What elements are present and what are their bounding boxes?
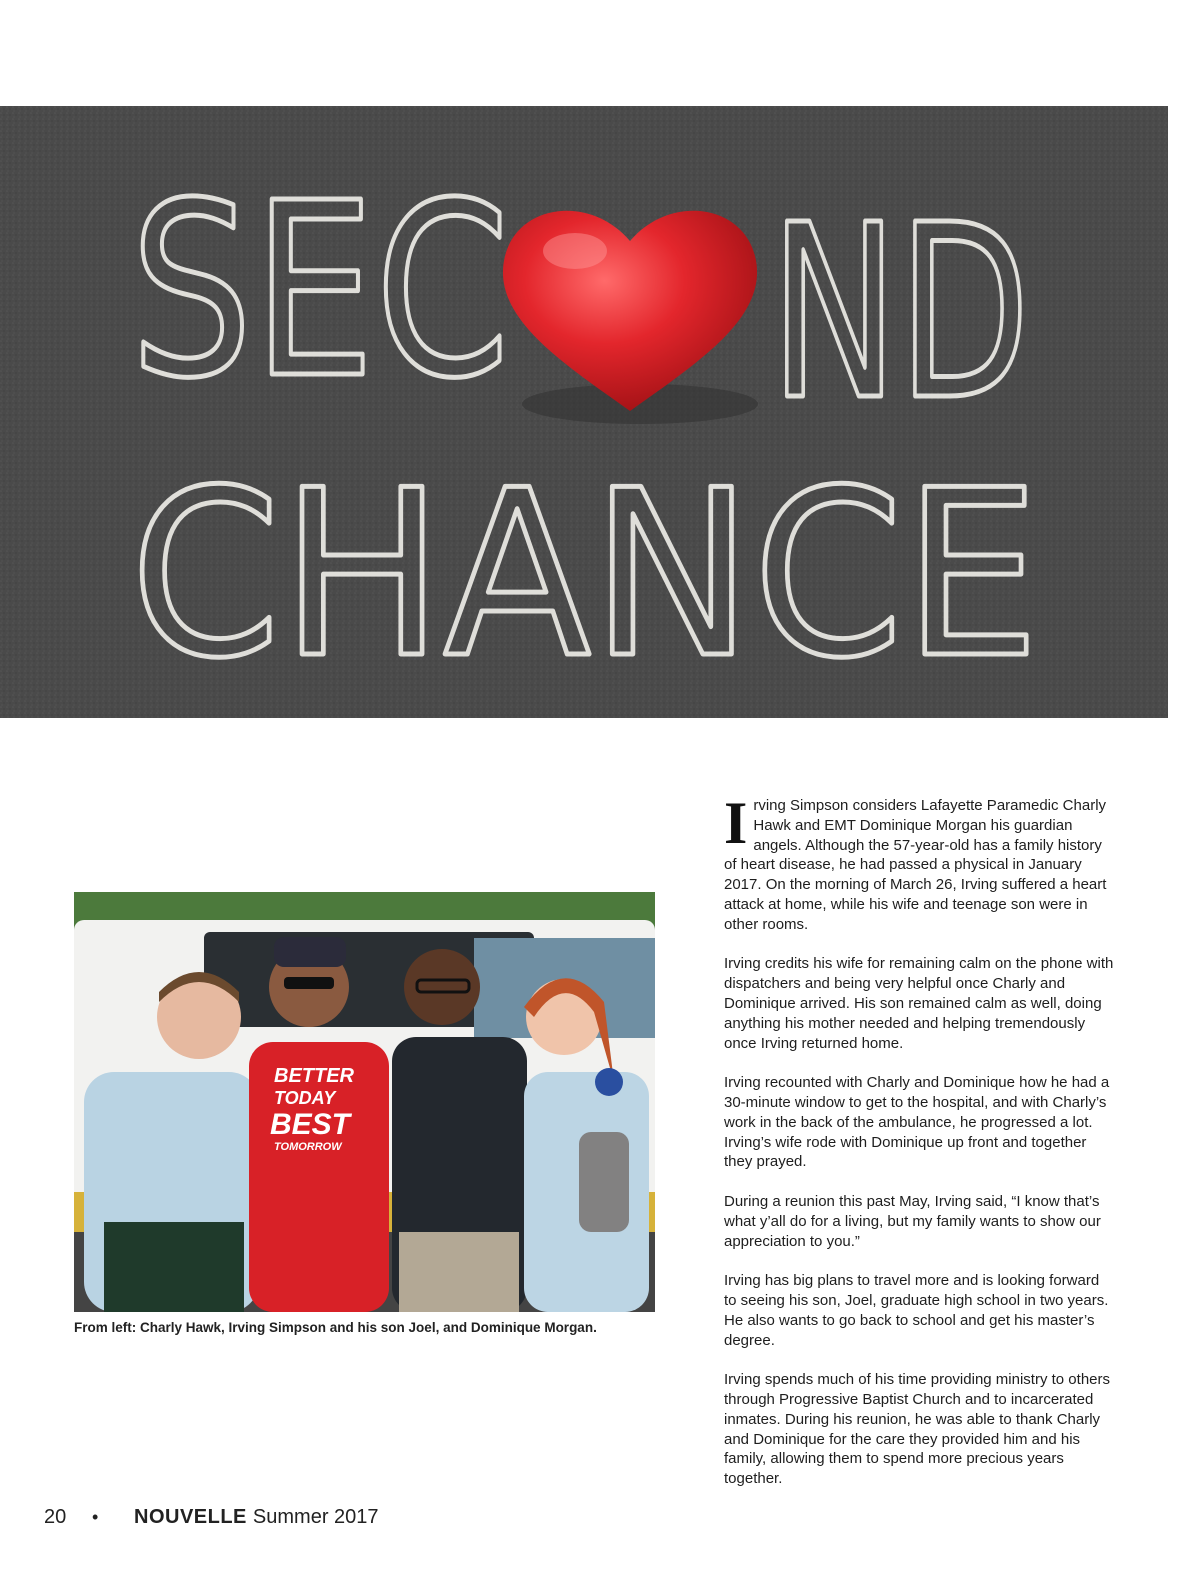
shirt-text-line3: BEST	[270, 1108, 351, 1141]
article-body	[724, 790, 1114, 1509]
hero-word-sec: SEC	[130, 151, 510, 431]
article-paragraph-3: Irving recounted with Charly and Dominique how he had a 30-minute window to get to the hospital, and with Charly’s work in the back of the ambulance, he progressed a lot. Irving’s wife rode with Dominique up front and together they prayed.	[724, 1074, 1110, 1171]
shirt-text-line4: TOMORROW	[274, 1141, 342, 1153]
hero-image	[0, 106, 1168, 718]
article-paragraph-2: Irving credits his wife for remaining calm on the phone with dispatchers and being very helpful once Charly and Dominique arrived. His son remained calm as well, doing anything his mother needed and helping tremendously once Irving returned home.	[724, 955, 1114, 1052]
photo-illustration	[74, 892, 655, 1312]
chalkboard-illustration	[0, 106, 1168, 718]
first-paragraph-text: rving Simpson considers Lafayette Paramedic Charly Hawk and EMT Dominique Morgan his guardian angels. Although the 57-year-old has a family history of heart disease, he had passed a physical in January 2017. On the morning of March 26, Irving suffered a heart attack at home, while his wife and teenage son were in other rooms.	[724, 797, 1107, 933]
drop-cap: I	[724, 790, 748, 856]
article-paragraph-6: Irving spends much of his time providing ministry to others through Progressive Baptist Church and to incarcerated inmates. During his reunion, he was able to thank Charly and Dominique for the care they provided him and his family, allowing them to spend more precious years together.	[724, 1371, 1110, 1488]
hero-word-nd: ND	[770, 173, 1030, 453]
group-photo	[74, 892, 655, 1312]
page-number: 20	[44, 1505, 67, 1528]
page-footer	[44, 1504, 379, 1530]
magazine-name: NOUVELLE	[134, 1505, 247, 1528]
footer-bullet: •	[92, 1506, 99, 1527]
shirt-text-line2: TODAY	[274, 1088, 336, 1108]
article-paragraph-1	[724, 790, 1114, 935]
article-paragraph-5: Irving has big plans to travel more and is looking forward to seeing his son, Joel, graduate high school in two years. He also wants to go back to school and get his master’s degree.	[724, 1272, 1109, 1349]
hero-word-chance: CHANCE	[130, 442, 1040, 709]
shirt-text-line1: BETTER	[274, 1065, 354, 1087]
photo-caption: From left: Charly Hawk, Irving Simpson and his son Joel, and Dominique Morgan.	[74, 1320, 597, 1335]
issue-label: Summer 2017	[252, 1505, 379, 1528]
article-paragraph-4: During a reunion this past May, Irving said, “I know that’s what y’all do for a living, but my family wants to show our appreciation to you.”	[724, 1192, 1101, 1250]
